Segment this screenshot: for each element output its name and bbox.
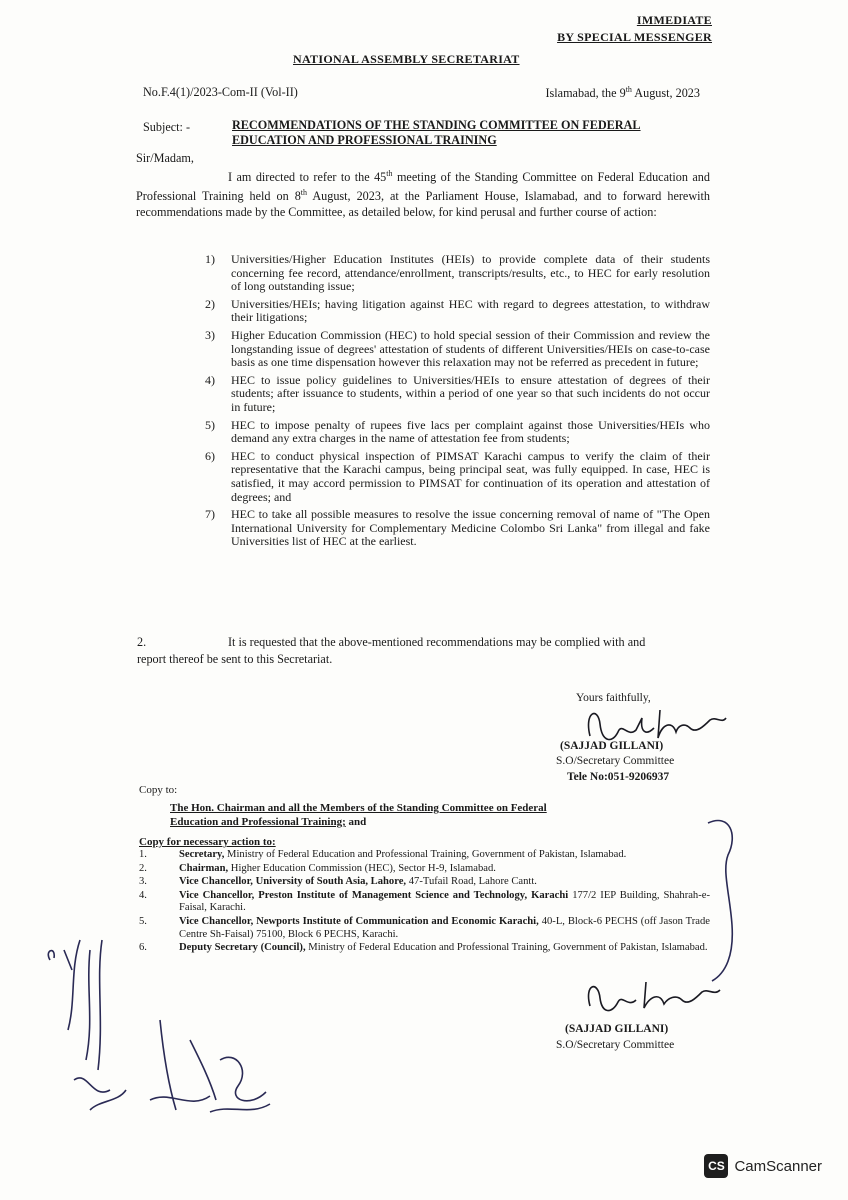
subject-text: RECOMMENDATIONS OF THE STANDING COMMITTEE ON FEDERAL EDUCATION AND PROFESSIONAL TRAINING [232,118,641,147]
recommendation-text: HEC to impose penalty of rupees five lacs per complaint against those Universities/HEIs who demand any extra charges in the name of attestation fee from students; [231,417,710,446]
recommendation-item [205,508,710,549]
salutation: Sir/Madam, [136,151,194,165]
para2-number: 2. [137,635,147,649]
copy-recipient-address: Ministry of Federal Education and Professional Training, Government of Pakistan, Islamabad. [305,942,708,954]
copy-recipient-number: 2. [139,862,147,874]
copy-recipient [139,942,710,955]
copy-recipient-title: Vice Chancellor, University of South Asia, Lahore, [179,876,407,888]
closing-yours-faithfully: Yours faithfully, [576,692,651,704]
copy-recipient [139,916,710,941]
copy-recipient-title: Chairman, [179,862,229,874]
recommendation-item [205,298,710,325]
copy-recipient [139,890,710,915]
copy-recipient-address: Ministry of Federal Education and Professional Training, Government of Pakistan, Islamabad. [224,849,627,860]
copy-recipient-title: Secretary, [179,849,225,860]
letter-date: Islamabad, the 9th August, 2023 [545,85,700,101]
organization-title: NATIONAL ASSEMBLY SECRETARIAT [293,52,520,66]
copy-recipient-number: 6. [139,942,147,954]
recommendation-item [205,419,710,446]
recommendations-list [205,253,710,553]
recommendation-item [205,329,710,370]
camscanner-watermark [704,1154,822,1178]
recommendation-item [205,253,710,294]
para2-text-line1: It is requested that the above-mentioned recommendations may be complied with and [228,635,646,649]
handwritten-bracket [700,815,750,985]
signatory-name: (SAJJAD GILLANI) [560,740,664,752]
copy-recipient-number: 5. [139,915,147,927]
recommendation-number: 3) [205,327,215,342]
recommendation-text: Universities/Higher Education Institutes (HEIs) to provide complete data of their students concerning fee record, attendance/enrollment, transcripts/results, etc., to HEC for early resolution of long outstanding issue; [231,252,710,294]
recommendation-number: 1) [205,252,215,266]
recommendation-number: 2) [205,296,215,311]
recommendation-number: 4) [205,372,215,387]
subject-label: Subject: - [143,120,191,134]
recommendation-text: Higher Education Commission (HEC) to hold special session of their Commission and review the longstanding issue of degrees' attestation of students of different Universities/HEIs on case-to-case basis as one time dispensation however this relaxation may not be referred as precedent in future; [231,327,710,370]
recommendation-text: HEC to issue policy guidelines to Universities/HEIs to ensure attestation of degrees of their students; after issuance to students, within a period of one year so that such incidents do not occur in future; [231,372,710,414]
copy-to-label: Copy to: [139,784,178,796]
handwritten-date-right [140,1000,280,1130]
copy-recipient-address: 177/2 IEP Building, Shahrah-e-Faisal, Karachi. [179,889,710,914]
recommendation-item [205,374,710,415]
recommendation-item [205,450,710,504]
para2-text-line2: report thereof be sent to this Secretariat. [137,652,333,666]
copy-recipient-number: 1. [139,849,147,860]
copy-recipient-address: 47-Tufail Road, Lahore Cantt. [406,876,537,888]
priority-immediate: IMMEDIATE [636,13,712,27]
camscanner-logo-icon: CS [704,1154,728,1178]
handwritten-note-left [30,930,140,1130]
copy-recipient [139,849,710,862]
copy-action-label: Copy for necessary action to: [139,836,276,848]
copy-recipient-title: Vice Chancellor, Newports Institute of Communication and Economic Karachi, [179,915,539,927]
recommendation-number: 7) [205,507,215,522]
copy-to-main: The Hon. Chairman and all the Members of the Standing Committee on Federal Education and Professional Training; and [170,802,547,828]
copy-action-list [139,849,710,956]
copy-recipient-title: Vice Chancellor, Preston Institute of Management Science and Technology, Karachi [179,889,569,901]
recommendation-number: 5) [205,417,215,432]
reference-number: No.F.4(1)/2023-Com-II (Vol-II) [143,85,298,99]
copy-recipient-address: Higher Education Commission (HEC), Sector H-9, Islamabad. [228,862,496,874]
telephone-number: Tele No:051-9206937 [567,771,670,783]
copy-recipient [139,876,710,889]
recommendation-number: 6) [205,448,215,463]
signatory-name-2: (SAJJAD GILLANI) [565,1023,669,1035]
recommendation-text: Universities/HEIs; having litigation against HEC with regard to degrees attestation, to withdraw their litigations; [231,296,710,325]
signatory-designation-2: S.O/Secretary Committee [556,1039,675,1051]
copy-recipient-address: 40-L, Block-6 PECHS (off Jason Trade Centre Sh-Faisal) 75100, Block 6 PECHS, Karachi. [179,915,710,940]
copy-recipient-number: 3. [139,876,147,888]
camscanner-label: CamScanner [734,1157,822,1175]
recommendation-text: HEC to take all possible measures to resolve the issue concerning removal of name of "The Open International University for Complementary Medicine Colombo Sri Lanka" from illegal and fake Universities list of HEC at the earliest. [231,507,710,549]
copy-recipient-number: 4. [139,889,147,901]
intro-paragraph: I am directed to refer to the 45th meeting of the Standing Committee on Federal Education and Professional Training held on 8th August, 2023, at the Parliament House, Islamabad, and to forward herewith recommendations made by the Committee, as detailed below, for kind perusal and further course of action: [136,169,710,220]
copy-recipient [139,863,710,876]
copy-recipient-title: Deputy Secretary (Council), [179,942,306,954]
recommendation-text: HEC to conduct physical inspection of PIMSAT Karachi campus to verify the claim of their representative that the Karachi campus, being principal seat, was fully equipped. In case, HEC is satisfied, it may accord permission to PIMSAT for continuation of its operation and attestation of degrees; and [231,448,710,504]
priority-special-messenger: BY SPECIAL MESSENGER [557,30,712,44]
signatory-designation: S.O/Secretary Committee [556,755,675,767]
